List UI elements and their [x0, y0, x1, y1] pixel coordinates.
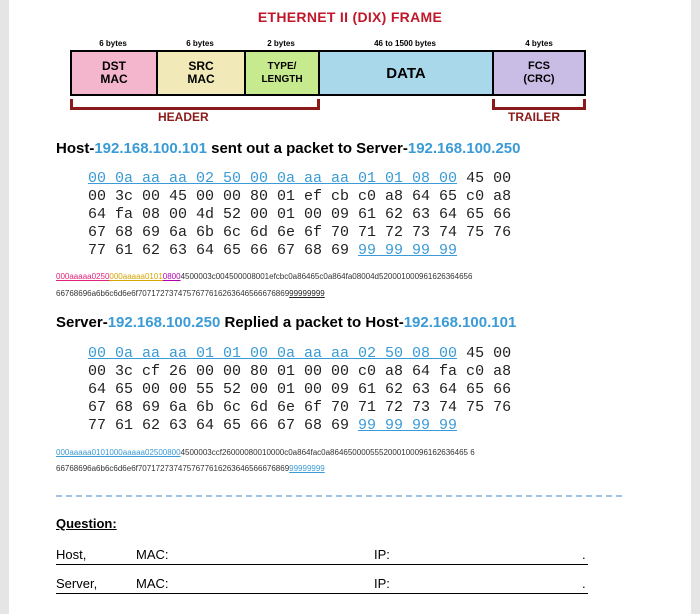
- field-size-type: 2 bytes: [267, 39, 295, 48]
- field-dst-mac-label: DST MAC: [100, 59, 128, 86]
- packet2-hex-line2: 00 3c cf 26 00 00 80 01 00 00 c0 a8 64 fa c0 a8: [88, 363, 512, 380]
- host-mac-label: MAC:: [136, 547, 169, 562]
- question-title: Question:: [56, 516, 117, 531]
- header-label: HEADER: [158, 110, 209, 124]
- packet1-stream-fcs-prefix: 9: [284, 289, 290, 298]
- field-src-mac: [156, 50, 246, 96]
- server-row-end: .: [582, 576, 586, 591]
- field-data: [318, 50, 494, 96]
- packet1-hex-fcs: 99 99 99 99: [358, 242, 458, 259]
- packet1-destination-ip: 192.168.100.250: [407, 140, 521, 157]
- packet1-heading-pre: Host-: [56, 140, 95, 157]
- packet1-hex-header: 00 0a aa aa 02 50 00 0a aa aa 01 01 08 00: [88, 170, 458, 187]
- server-mac-label: MAC:: [136, 576, 169, 591]
- field-fcs-label: FCS (CRC): [523, 60, 555, 85]
- packet2-stream-header: 000aaaaa0101000aaaaa02500800: [56, 448, 181, 457]
- packet1-hex-line5: 77 61 62 63 64 65 66 67 68 69: [88, 242, 359, 259]
- packet2-hex-line5: 77 61 62 63 64 65 66 67 68 69: [88, 417, 359, 434]
- field-data-label: DATA: [386, 64, 426, 82]
- packet2-stream-line2: [56, 463, 325, 474]
- packet2-source-ip: 192.168.100.250: [107, 314, 221, 331]
- packet2-hex-fcs: 99 99 99 99: [358, 417, 458, 434]
- packet1-stream-type: 0800: [162, 272, 181, 281]
- packet1-hex-line1-rest: 45 00: [457, 170, 512, 187]
- field-size-data: 46 to 1500 bytes: [374, 39, 436, 48]
- host-label: Host,: [56, 547, 87, 562]
- host-row-end: .: [582, 547, 586, 562]
- packet2-hex-line4: 67 68 69 6a 6b 6c 6d 6e 6f 70 71 72 73 74 75 76: [88, 399, 512, 416]
- field-src-mac-label: SRC MAC: [187, 59, 215, 86]
- packet1-stream-line2: [56, 288, 325, 299]
- server-ip-label: IP:: [374, 576, 390, 591]
- page-edge-right: [691, 0, 700, 614]
- packet1-hex-line4: 67 68 69 6a 6b 6c 6d 6e 6f 70 71 72 73 74 75 76: [88, 224, 512, 241]
- question-row-host: [56, 546, 588, 565]
- question-row-server: [56, 575, 588, 594]
- trailer-label: TRAILER: [508, 110, 560, 124]
- frame-title: ETHERNET II (DIX) FRAME: [257, 9, 443, 25]
- packet2-hex-dump: [88, 345, 511, 435]
- field-size-dst: 6 bytes: [99, 39, 127, 48]
- packet1-hex-line2: 00 3c 00 45 00 00 80 01 ef cb c0 a8 64 65 c0 a8: [88, 188, 512, 205]
- header-bracket: [70, 99, 320, 110]
- packet1-hex-line3: 64 fa 08 00 4d 52 00 01 00 09 61 62 63 64 65 66: [88, 206, 512, 223]
- field-dst-mac: [70, 50, 158, 96]
- packet2-hex-line1-rest: 45 00: [457, 345, 512, 362]
- packet1-stream-fcs: 99999999: [289, 289, 325, 298]
- packet2-hex-header: 00 0a aa aa 01 01 00 0a aa aa 02 50 08 00: [88, 345, 458, 362]
- packet2-stream-line1: [56, 447, 475, 458]
- packet2-heading-pre: Server-: [56, 314, 108, 331]
- packet2-stream-fcs: 99999999: [289, 464, 325, 473]
- packet2-heading-mid: Replied a packet to Host-: [220, 314, 404, 331]
- packet2-stream-fcs-prefix: 9: [284, 464, 290, 473]
- section-divider: [56, 495, 622, 497]
- packet1-stream-src: 000aaaaa0101: [109, 272, 163, 281]
- packet1-stream-dst: 000aaaaa0250: [56, 272, 110, 281]
- packet2-stream-data-a: 4500003ccf26000080010000c0a864fac0a8646500005552000100096162636465 6: [180, 448, 475, 457]
- packet2-hex-line3: 64 65 00 00 55 52 00 01 00 09 61 62 63 64 65 66: [88, 381, 512, 398]
- page-edge-left: [0, 0, 9, 614]
- packet1-stream-data-a: 4500003c004500008001efcbc0a86465c0a864fa08004d520001000961626364656: [180, 272, 473, 281]
- host-ip-label: IP:: [374, 547, 390, 562]
- packet1-stream-data-b: 66768696a6b6c6d6e6f707172737475767761626364656667686: [56, 289, 285, 298]
- packet1-source-ip: 192.168.100.101: [94, 140, 207, 157]
- packet2-stream-data-b: 66768696a6b6c6d6e6f707172737475767761626364656667686: [56, 464, 285, 473]
- packet1-heading: [56, 140, 520, 157]
- field-size-src: 6 bytes: [186, 39, 214, 48]
- packet1-stream-line1: [56, 271, 472, 282]
- field-fcs: [492, 50, 586, 96]
- field-type-length: [244, 50, 320, 96]
- field-size-fcs: 4 bytes: [525, 39, 553, 48]
- packet1-hex-dump: [88, 170, 511, 260]
- packet2-heading: [56, 314, 516, 331]
- server-label: Server,: [56, 576, 98, 591]
- packet1-heading-mid: sent out a packet to Server-: [206, 140, 408, 157]
- trailer-bracket: [492, 99, 586, 110]
- field-type-length-label: TYPE/ LENGTH: [261, 61, 303, 85]
- packet2-destination-ip: 192.168.100.101: [403, 314, 517, 331]
